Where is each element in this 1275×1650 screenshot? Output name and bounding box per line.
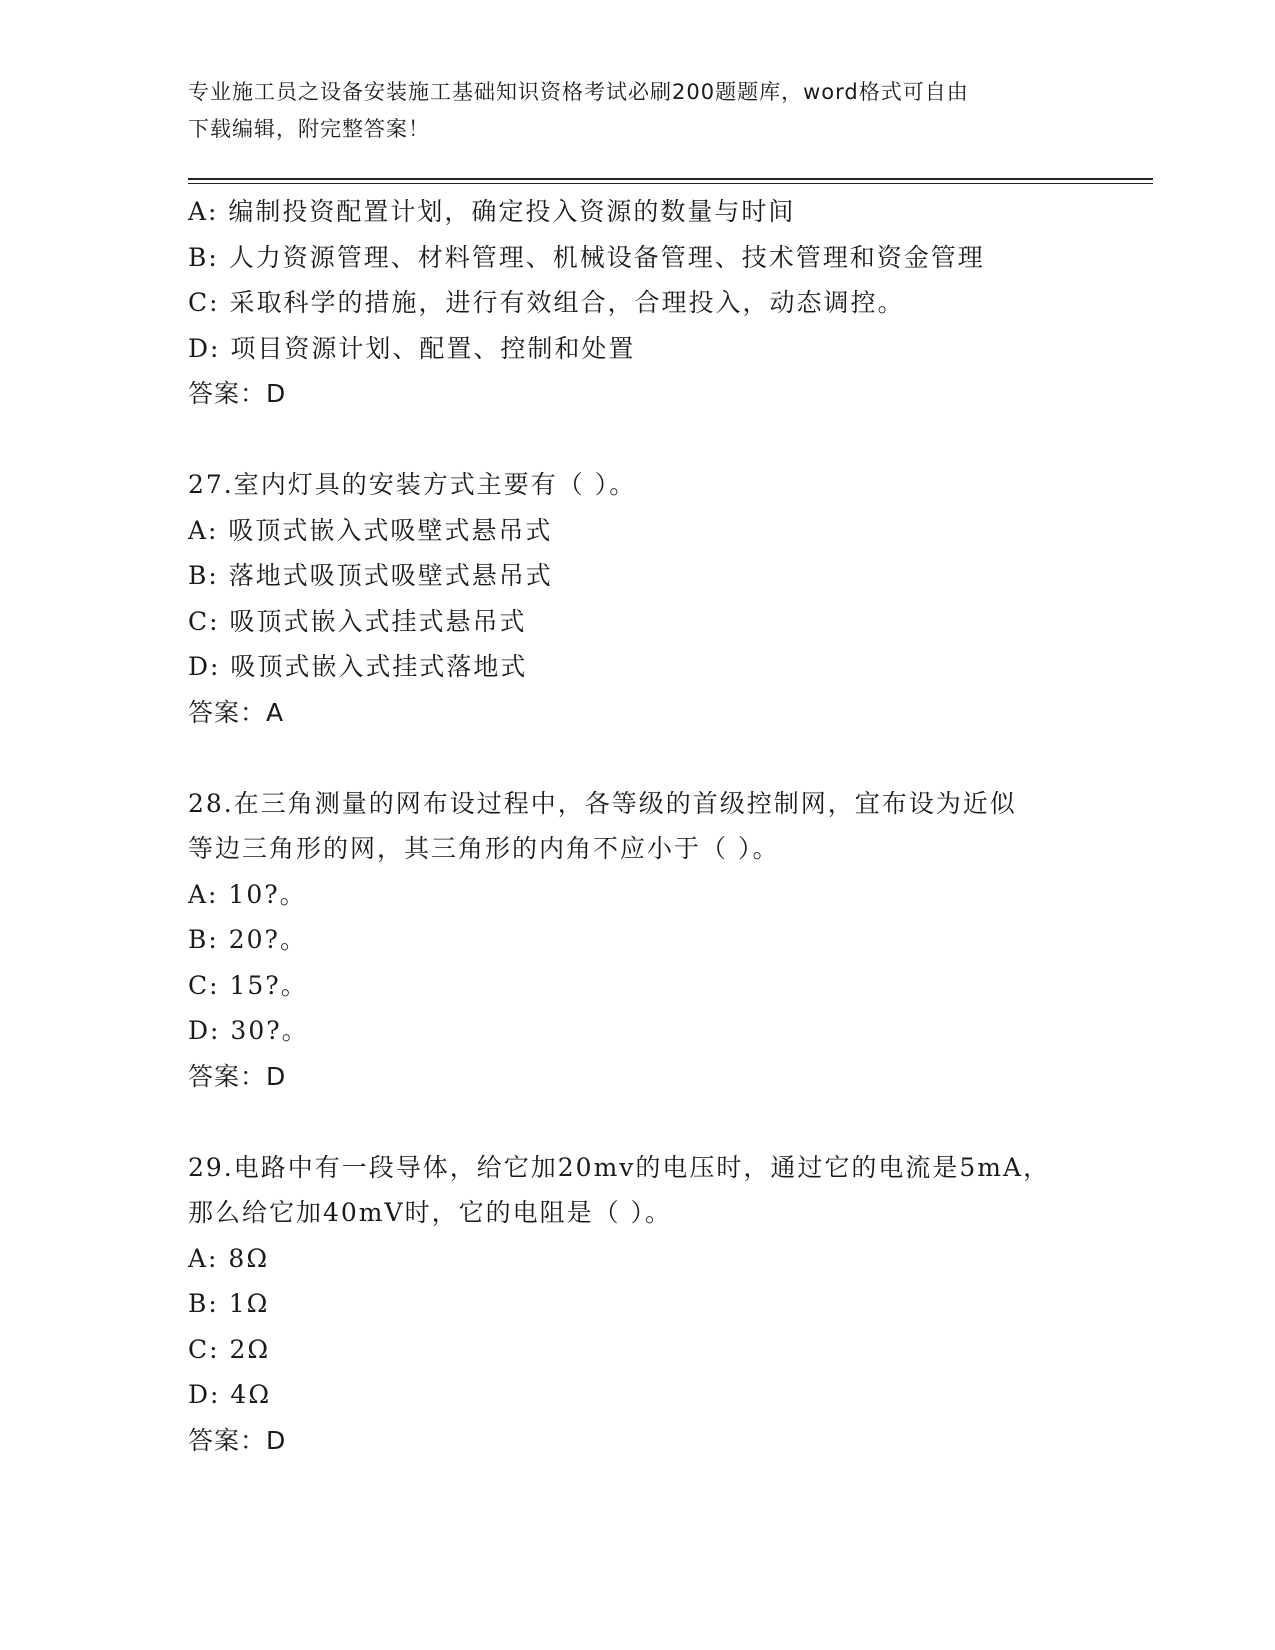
header-divider-thick [188, 178, 1153, 180]
option-b: B: 人力资源管理、材料管理、机械设备管理、技术管理和资金管理 [188, 242, 985, 272]
option-d: D: 项目资源计划、配置、控制和处置 [188, 333, 636, 363]
answer-line: 答案：D [188, 1061, 287, 1091]
question-29 [188, 1145, 1088, 1464]
answer-line: 答案：D [188, 379, 287, 408]
header-line-2: 下载编辑，附完整答案！ [188, 117, 430, 141]
question-26 [188, 189, 1088, 417]
option-b: B: 落地式吸顶式吸壁式悬吊式 [188, 561, 553, 590]
answer-line: 答案：D [188, 1425, 287, 1455]
spacer [188, 735, 1088, 781]
option-b: B: 20?。 [188, 925, 307, 954]
option-d: D: 吸顶式嵌入式挂式落地式 [188, 652, 528, 681]
option-a: A: 10?。 [188, 879, 307, 909]
option-c: C: 吸顶式嵌入式挂式悬吊式 [188, 606, 527, 636]
question-stem: 29.电路中有一段导体，给它加20mv的电压时，通过它的电流是5mA， [188, 1152, 1051, 1182]
document-header [188, 74, 1068, 148]
header-divider-thin [188, 183, 1153, 184]
option-d: D: 30?。 [188, 1016, 309, 1045]
option-b: B: 1Ω [188, 1289, 270, 1318]
question-27 [188, 462, 1088, 735]
question-28 [188, 781, 1088, 1100]
answer-line: 答案：A [188, 697, 285, 727]
spacer [188, 1099, 1088, 1145]
question-stem: 28.在三角测量的网布设过程中，各等级的首级控制网，宜布设为近似 [188, 788, 1017, 818]
question-stem-continued: 等边三角形的网，其三角形的内角不应小于（ ）。 [188, 834, 780, 863]
question-stem: 27.室内灯具的安装方式主要有（ ）。 [188, 470, 637, 499]
option-a: A: 8Ω [188, 1243, 270, 1273]
spacer [188, 417, 1088, 463]
option-a: A: 编制投资配置计划，确定投入资源的数量与时间 [188, 197, 796, 226]
option-a: A: 吸顶式嵌入式吸壁式悬吊式 [188, 515, 553, 545]
question-stem-continued: 那么给它加40mV时，它的电阻是（ ）。 [188, 1198, 673, 1227]
option-c: C: 15?。 [188, 970, 308, 1000]
option-c: C: 2Ω [188, 1334, 271, 1364]
option-c: C: 采取科学的措施，进行有效组合，合理投入，动态调控。 [188, 288, 905, 317]
header-line-1: 专业施工员之设备安装施工基础知识资格考试必刷200题题库，word格式可自由 [188, 80, 969, 104]
option-d: D: 4Ω [188, 1380, 272, 1409]
question-list [188, 189, 1088, 1463]
